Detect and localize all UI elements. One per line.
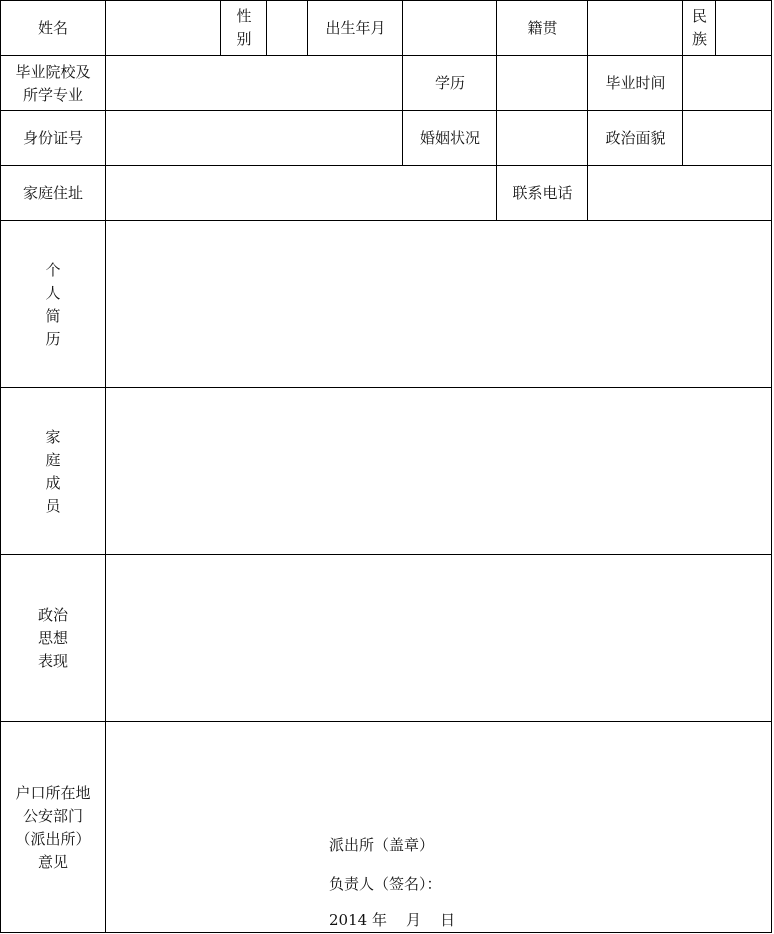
school-major-label: 毕业院校及 所学专业: [15, 62, 91, 104]
ethnicity-value-cell[interactable]: [715, 0, 772, 56]
marital-label: 婚姻状况: [419, 129, 480, 147]
native-place-label: 籍贯: [527, 18, 558, 37]
education-label: 学历: [434, 74, 465, 92]
police-opinion-value-cell[interactable]: [105, 721, 772, 933]
birth-label: 出生年月: [325, 18, 386, 37]
police-opinion-label: 户口所在地 公安部门 （派出所） 意见: [15, 784, 91, 871]
marital-value-cell[interactable]: [496, 110, 588, 166]
birth-value-cell[interactable]: [402, 0, 497, 56]
resume-label: 个 人 简 历: [45, 260, 61, 348]
id-number-label: 身份证号: [22, 129, 83, 147]
date-label: 2014 年 月 日: [329, 911, 456, 929]
responsible-label: 负责人（签名）：: [329, 875, 442, 893]
stamp-label: 派出所（盖章）: [329, 836, 435, 854]
address-value-cell[interactable]: [105, 165, 497, 221]
name-label: 姓名: [37, 18, 68, 37]
political-performance-label: 政治 思想 表现: [37, 606, 68, 670]
gender-label: 性 别: [236, 7, 252, 48]
address-label: 家庭住址: [22, 184, 83, 202]
school-major-value-cell[interactable]: [105, 55, 403, 111]
gender-value-cell[interactable]: [266, 0, 308, 56]
ethnicity-label: 民 族: [691, 7, 707, 48]
family-label: 家 庭 成 员: [45, 427, 61, 515]
phone-value-cell[interactable]: [587, 165, 772, 221]
political-status-value-cell[interactable]: [682, 110, 772, 166]
political-performance-value-cell[interactable]: [105, 554, 772, 722]
phone-label: 联系电话: [512, 184, 573, 202]
name-value-cell[interactable]: [105, 0, 221, 56]
id-number-value-cell[interactable]: [105, 110, 403, 166]
native-place-value-cell[interactable]: [587, 0, 683, 56]
grad-time-label: 毕业时间: [605, 74, 666, 92]
education-value-cell[interactable]: [496, 55, 588, 111]
grad-time-value-cell[interactable]: [682, 55, 772, 111]
resume-value-cell[interactable]: [105, 220, 772, 388]
political-status-label: 政治面貌: [605, 129, 666, 147]
family-value-cell[interactable]: [105, 387, 772, 555]
